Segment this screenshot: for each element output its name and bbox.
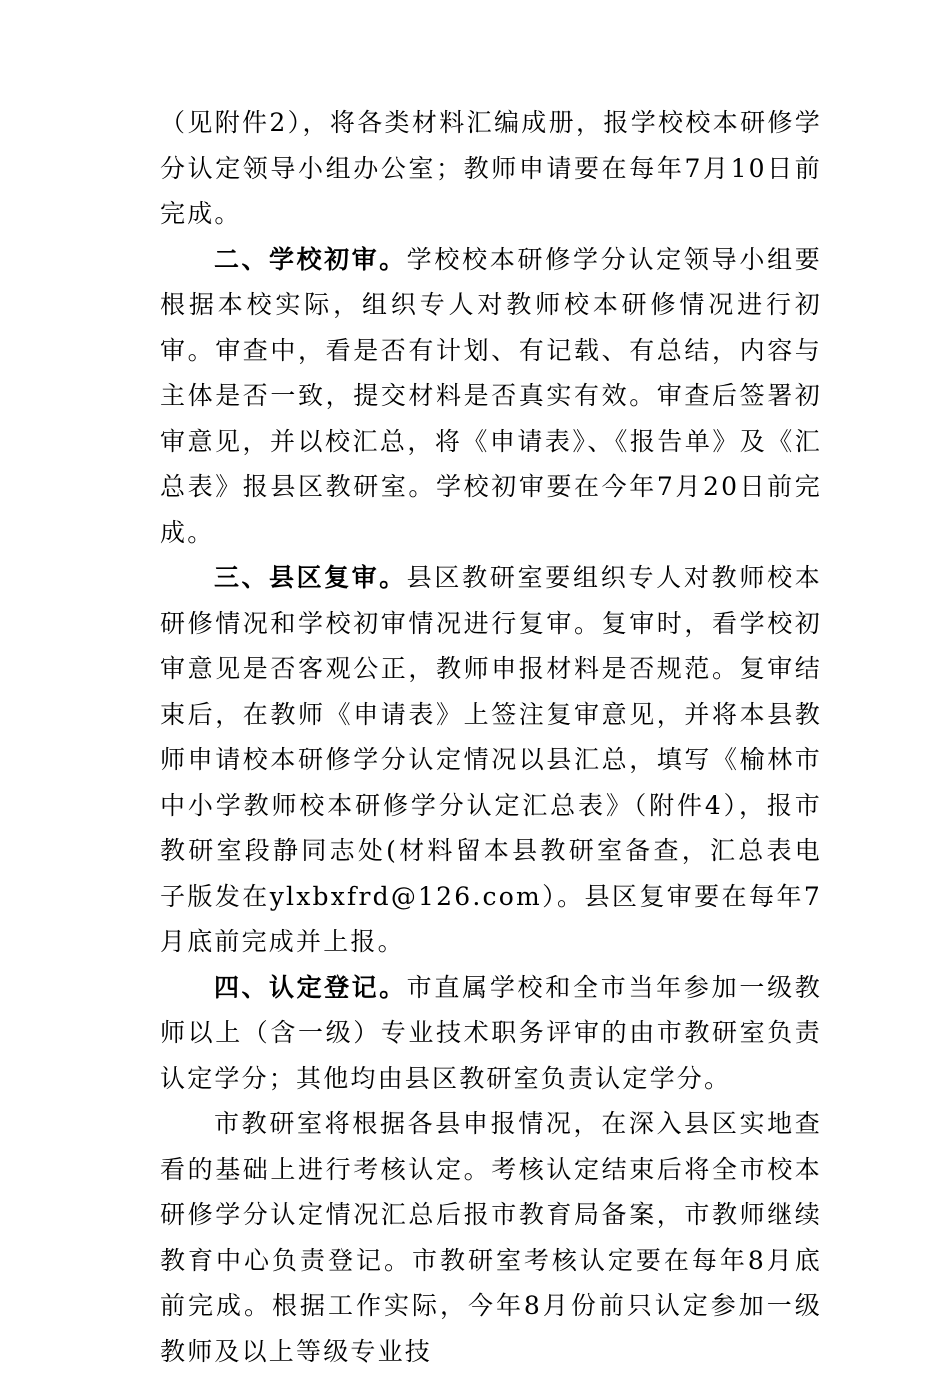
paragraph-text: 市教研室将根据各县申报情况，在深入县区实地查看的基础上进行考核认定。考核认定结束后将全市校本研修学分认定情况汇总后报市教育局备案，市教师继续教育中心负责登记。市教研室考核认定要在每年8月底前完成。根据工作实际，今年8月份前只认定参加一级教师及以上等级专业技 — [160, 1109, 822, 1366]
paragraph-school-review — [160, 237, 822, 556]
paragraph-county-review — [160, 555, 822, 965]
paragraph-text: （见附件2），将各类材料汇编成册，报学校校本研修学分认定领导小组办公室；教师申请要在每年7月10日前完成。 — [160, 108, 822, 228]
paragraph-text: 学校校本研修学分认定领导小组要根据本校实际，组织专人对教师校本研修情况进行初审。审查中，看是否有计划、有记载、有总结，内容与主体是否一致，提交材料是否真实有效。审查后签署初审意见，并以校汇总，将《申请表》、《报告单》及《汇总表》报县区教研室。学校初审要在今年7月20日前完成。 — [160, 244, 822, 547]
paragraph-text: 县区教研室要组织专人对教师校本研修情况和学校初审情况进行复审。复审时，看学校初审意见是否客观公正，教师申报材料是否规范。复审结束后，在教师《申请表》上签注复审意见，并将本县教师申请校本研修学分认定情况以县汇总，填写《榆林市中小学教师校本研修学分认定汇总表》（附件4），报市教研室段静同志处(材料留本县教研室备查，汇总表电子版发在ylxbxfrd@126.com）。县区复审要在每年7月底前完成并上报。 — [160, 563, 822, 956]
document-page — [160, 100, 822, 1374]
section-heading: 四、认定登记。 — [214, 972, 407, 1002]
paragraph-continuation — [160, 100, 822, 237]
paragraph-city-assessment — [160, 1101, 822, 1374]
paragraph-text: 市直属学校和全市当年参加一级教师以上（含一级）专业技术职务评审的由市教研室负责认定学分；其他均由县区教研室负责认定学分。 — [160, 972, 822, 1093]
paragraph-registration — [160, 965, 822, 1102]
section-heading: 三、县区复审。 — [214, 563, 407, 592]
section-heading: 二、学校初审。 — [214, 244, 407, 274]
